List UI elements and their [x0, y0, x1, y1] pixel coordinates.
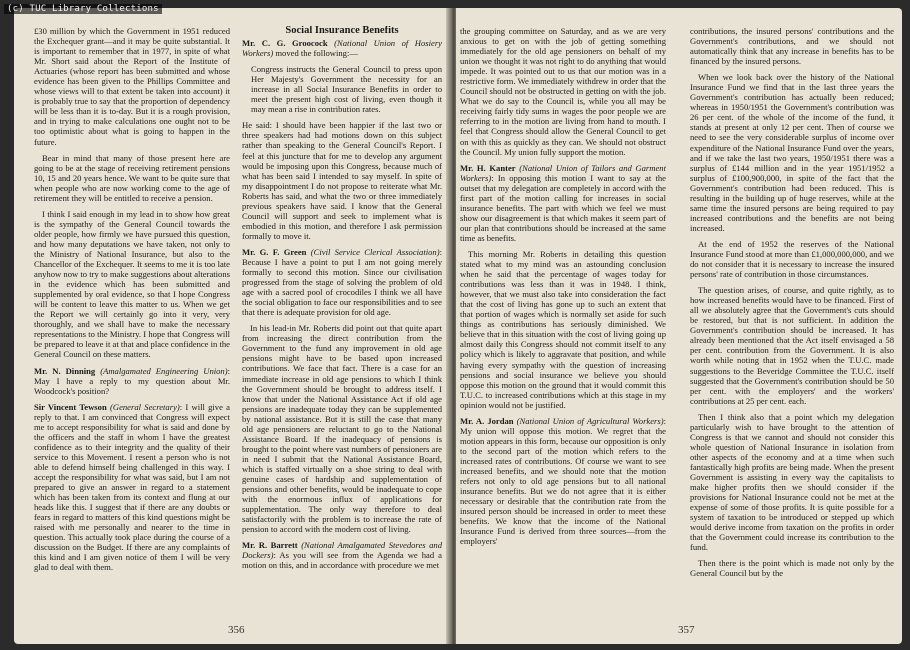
paragraph: [242, 540, 442, 570]
paragraph-text: : Because I have a point to put I am not going merely formally to second this motion. Since our civilisation progressed from the stage of solving the problem of old age with a sacred pool of crocodiles I think we all have the social obligation to face our responsibilities and to see that there is adequate provision for old age.: [242, 246, 442, 318]
speaker-affiliation: (Amalgamated Engineering Union): [100, 365, 228, 376]
paragraph-text: In his lead-in Mr. Roberts did point out that quite apart from increasing the direct contribution from the Government to the fund any improvement in old age pensions might have to be based upon increased contributions. We face that fact. There is a case for an immediate increase in old age pensions to which I think the Government should be brought to address itself. I know that under the National Assistance Act if old age pensions are inadequate today they can be supplemented by national assistance. But it is still the case that many old age pensioners are reluctant to go to the National Assistance Board. If the inadequacy of pensions is brought to the point where vast numbers of pensioners are in need I submit that the National Assistance Board, which is staffed virtually on a shoe string to deal with genuine cases of hardship and supplementation of pensions and other benefits, would be inadequate to cope with the enormous influx of applications for supplementation. The only way therefore to deal satisfactorily with the problem is to increase the rate of pension to accord with the modern cost of living.: [242, 323, 442, 535]
speaker-name: Sir Vincent Tewson: [34, 401, 107, 412]
speaker-name: Mr. G. F. Green: [242, 246, 307, 257]
paragraph: [460, 163, 666, 243]
paragraph: [460, 249, 666, 410]
speaker-affiliation: (Civil Service Clerical Association): [310, 246, 440, 257]
speaker-name: Mr. N. Dinning: [34, 365, 96, 376]
speaker-affiliation: (National Union of Hosiery Workers): [242, 38, 442, 59]
paragraph-text: Then I think also that a point which my delegation particularly wish to have brought to the attention of Congress is that we cannot and should not consider this whole question of National Insurance in isolation from other aspects of the economy and at a time when such fantastically high profits are being made. When the present Government is assisting in every way the capitalists to make higher profits then we should consider if the provisions for National Insurance could not be met at the expense of some of those profits. It is quite possible for a system of taxation to be introduced or stepped up which would derive income from taxation on the profits in order that the Government could increase its contribution to the fund.: [690, 411, 894, 553]
speaker-affiliation: (National Amalgamated Stevedores and Dockers): [242, 540, 442, 561]
paragraph: [242, 120, 442, 241]
paragraph: [34, 209, 230, 360]
paragraph: [690, 558, 894, 578]
speaker-name: Mr. R. Barrett: [242, 540, 298, 551]
motion-text: [242, 64, 442, 114]
speaker-name: Mr. H. Kanter: [460, 162, 516, 173]
paragraph-text: the grouping committee on Saturday, and as we are very anxious to get on with the job of getting something immediately for the old age pensioners on behalf of my union we thought it was not right to do anything that would impede. It was pointed out to us that our motion was in a restrictive form. We immediately withdrew in order that the Council should not be obstructed in getting on with the job. What we do say to the Council is, while you all may be receiving fairly tidy sums in wages the poor people we are referring to in the motion are living from hand to mouth. I feel that Congress should allow the General Council to get on with this as quickly as they can. We should not obstruct the Council. My union fully support the motion.: [460, 26, 666, 157]
speaker-affiliation: (National Union of Agricultural Workers): [516, 415, 664, 426]
page-number-right: 357: [678, 624, 695, 636]
left-column-1: [34, 26, 230, 622]
paragraph-text: £30 million by which the Government in 1951 reduced the Exchequer grant—and it may be quite substantial. It is important to remember that in 1977, in spite of what Mr. Short said about the Report of the Institute of Actuaries (whose report has been submitted and whose evidence has been given to the Phillips Committee and whose views will to that extent be taken into account) it is probably true to say that the proportion of dependency will be less than it is to-day. But it is a rough provision, and in trying to make calculations one ought not to be too optimistic about what is going to happen in the future.: [34, 26, 230, 147]
paragraph-text: I think I said enough in my lead in to show how great is the sympathy of the General Council towards the older people, how firmly we have pursued this question, and how many deputations we have taken, not only to the Ministry of National Insurance, but also to the Chancellor of the Exchequer. It seems to me it is too late anyhow now to try to make suggestions about alterations in the evidence which has been submitted and supplemented by oral evidence, so that I hope Congress will be content to leave this matter to us. When we get the Report we will certainly go into it very, very thoroughly, and we shall have to make the necessary representations to the Ministry. I hope that Congress will be prepared to leave it at that and place confidence in the General Council on these matters.: [34, 208, 230, 360]
paragraph: [690, 26, 894, 66]
paragraph-text: The question arises, of course, and quite rightly, as to how increased benefits would have to be financed. First of all we absolutely agree that the Government's cuts should be restored, but that is not sufficient. In addition the Government's contribution should be increased. It has already been mentioned that the Act itself envisaged a 58 per cent. contribution from the Government. It is also worth while noting that in 1952 when the T.U.C. made suggestions to the Beveridge Committee the T.U.C. itself suggested that the Government's contribution should be 50 per cent. with the employers' and the workers' contributions at 25 per cent. each.: [690, 285, 894, 406]
paragraph: [242, 323, 442, 534]
paragraph-text: At the end of 1952 the reserves of the National Insurance Fund stood at more than £1,000,000,000, and we do not consider that it is necessary to increase the insured persons' rate of contribution in those circumstances.: [690, 238, 894, 280]
paragraph-text: When we look back over the history of the National Insurance Fund we find that in the last three years the Government's contribution has actually been reduced; whereas in 1950/1951 the Government's contribution was 26 per cent. of the whole of the income of the fund, it stands at present at only 12 per cent. Then of course we need to see the very considerable surplus of income over expenditure of the National Insurance Fund over the years, and if we take the last two years, 1950/1951 there was a surplus of £144 million and in the year 1951/1952 a surplus of £100,900,000, in spite of the fact that the Government's contribution had been reduced. This is resulting in the building up of huge reserves, while at the same time the insured persons are being required to pay increased contributions and the benefits are not being increased.: [690, 72, 894, 233]
speaker-affiliation: (General Secretary): [110, 401, 180, 412]
paragraph: [34, 366, 230, 396]
paragraph: [690, 239, 894, 279]
speaker-affiliation: (National Union of Tailors and Garment Workers): [460, 162, 666, 183]
paragraph: [34, 153, 230, 203]
paragraph-text: Congress instructs the General Council to press upon Her Majesty's Government the necessity for an increase in all Social Insurance Benefits in order to meet the present high cost of living, even though it may mean a rise in contribution rates.: [251, 64, 442, 115]
paragraph-text: Bear in mind that many of those present here are going to be at the stage of receiving retirement pensions 10, 15 and 20 years hence. We want to be quite sure that when people who are now working come to the age of retirement they will be entitled to receive a pension.: [34, 152, 230, 203]
paragraph: [690, 285, 894, 406]
section-heading: Social Insurance Benefits: [285, 26, 399, 36]
paragraph: [242, 247, 442, 317]
paragraph-text: : I will give a reply to that. I am convinced that Congress will expect me to accept responsibility for what is said and done by the officers and the staff in whom I have the greatest confidence as to their integrity and the quality of their service to this Movement. I resent a person who is not able to defend himself being challenged in this way. I accept the responsibility for what was said, but I am not prepared to give an answer in regard to a statement which has been taken from its context and flung at our heads like this. I suggest that if there are any doubts or fears in regard to matters of this kind questions might be raised with me personally and nearer to the time in question. This actually took place during the course of a discussion on the Budget. If there are any complaints of this kind and I am given notice of them I will be very glad to deal with them.: [34, 401, 230, 573]
paragraph-text: Then there is the point which is made not only by the General Council but by the: [690, 558, 894, 579]
paragraph-text: moved the following:—: [273, 48, 358, 59]
paragraph-text: : In opposing this motion I want to say at the outset that my delegation are completely in accord with the first part of the motion calling for increases in social insurance benefits. The part with which we feel we must show our disagreement is that which makes it seem part of our plan that contributions should be increased at the same time as benefits.: [460, 172, 666, 243]
speaker-name: Mr. A. Jordan: [460, 415, 514, 426]
right-column-2: [690, 26, 894, 622]
paragraph-text: : My union will oppose this motion. We regret that the motion appears in this form, because our opposition is only to the second part of the motion which refers to the increased rates of contributions. Of course we want to see increased benefits, and we should note that the motion refers not only to old age pensions but to all national insurance benefits. But we do not agree that it is either necessary or desirable that the contribution rate from the insured person should be increased in order to meet these benefits. We know that the income of the National Insurance Fund is derived from three sources—from the employers': [460, 415, 666, 547]
page-number-left: 356: [228, 624, 245, 636]
right-page: [456, 8, 902, 644]
paragraph: [34, 26, 230, 147]
paragraph: [460, 416, 666, 547]
paragraph: [242, 38, 442, 58]
paragraph: [690, 412, 894, 553]
paragraph-text: contributions, the insured persons' contributions and the Government's contributions, and we should not automatically think that any increase in benefits has to be financed by the insured persons.: [690, 26, 894, 67]
paragraph-text: He said: I should have been happier if the last two or three speakers had had motions down on this subject rather than speaking to the General Council's Report. I feel at this juncture that for me to develop any argument would be imposing upon this Congress, because much of what has been said I intended to say myself. In spite of my disappointment I do not propose to reiterate what Mr. Roberts has said, and what the two or three immediately previous speakers have said. I know that the General Council will support and seek to implement what is embodied in this motion, and therefore I ask permission formally to move it.: [242, 120, 442, 241]
right-column-1: [460, 26, 666, 622]
left-column-2: [242, 26, 442, 622]
paragraph: [34, 402, 230, 573]
paragraph-text: This morning Mr. Roberts in detailing this question stated what to my mind was an astounding conclusion when he said that the percentage of wages today for contributions was less than it was in 1948. I think, however, that we must also take into consideration the fact that the cost of living has gone up to such an extent that that portion of wages which is normally set aside for such things as contributions has seriously diminished. We believe that in this situation with the cost of living going up almost daily this Congress should not commit itself to any policy which is likely to aggravate that position, and while having every sympathy with the question of increasing pensions and social insurance we believe you should oppose this motion on the ground that it would commit this T.U.C. to increased contributions which at this stage in my opinion would not be justified.: [460, 248, 666, 410]
paragraph: [690, 72, 894, 233]
watermark: (c) TUC Library Collections: [4, 4, 162, 14]
paragraph-text: : As you will see from the Agenda we had a motion on this, and in accordance with procedure we met: [242, 550, 442, 571]
speaker-name: Mr. C. G. Groocock: [242, 38, 328, 49]
left-page: [14, 8, 450, 644]
paragraph-text: : May I have a reply to my question about Mr. Woodcock's position?: [34, 365, 230, 396]
paragraph: [460, 26, 666, 157]
